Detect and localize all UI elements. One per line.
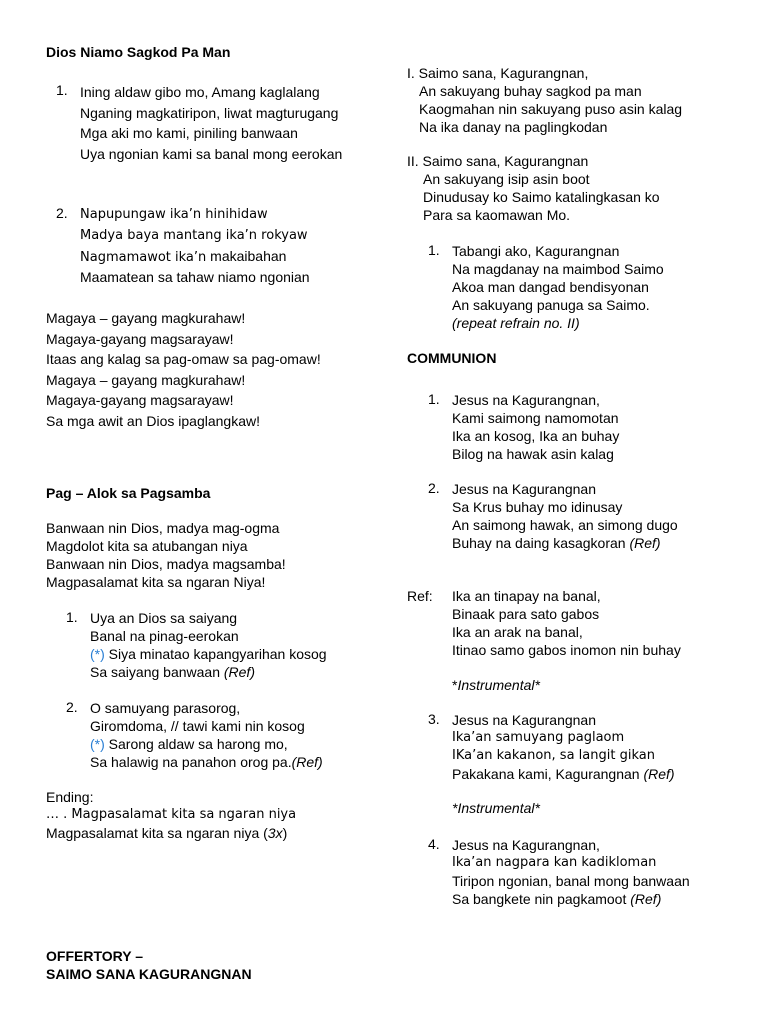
ref-marker: (Ref) (291, 754, 323, 770)
refrain-line: Magaya – gayang magkurahaw! (46, 310, 246, 326)
instrumental-text: Instrumental* (457, 677, 540, 693)
ending-text: Magpasalamat kita sa ngaran niya ( (46, 825, 268, 841)
offertory-label: OFFERTORY – (46, 948, 143, 964)
verse-text: Siya minatao kapangyarihan kosog (104, 646, 327, 662)
refrain-line: Itinao samo gabos inomon nin buhay (452, 642, 681, 658)
verse-number: 1. (428, 242, 440, 258)
ref-marker: (Ref) (643, 766, 675, 782)
offertory-song-title: SAIMO SANA KAGURANGNAN (46, 966, 252, 982)
ending-line: … . Magpasalamat kita sa ngaran niya (46, 807, 297, 822)
verse-line-end: makaibahan (206, 248, 287, 264)
verse-line (452, 765, 675, 783)
verse-line (90, 735, 323, 753)
verse-number: 1. (56, 82, 68, 98)
verse-line: Tabangi ako, Kagurangnan (452, 243, 620, 259)
song2-title: Pag – Alok sa Pagsamba (46, 485, 211, 501)
repeat-note: (repeat refrain no. II) (452, 315, 580, 331)
intro-line: Banwaan nin Dios, madya mag-ogma (46, 520, 280, 536)
verse-number: 2. (428, 480, 440, 496)
verse-line (452, 534, 678, 552)
intro-line: Magpasalamat kita sa ngaran Niya! (46, 574, 266, 590)
verse-text: Sa halawig na panahon orog pa. (90, 754, 292, 770)
refrain-line: Magaya-gayang magsarayaw! (46, 330, 234, 347)
verse-number: 1. (66, 609, 78, 625)
verse-line (90, 663, 327, 681)
stanza-line: Na ika danay na paglingkodan (419, 119, 608, 135)
verse-number: 2. (56, 205, 68, 221)
verse-line: Ika’an nagpara kan kadikloman (452, 855, 657, 870)
ref-marker: (Ref) (629, 535, 661, 551)
verse-line: Kami saimong namomotan (452, 410, 619, 426)
stanza-line: Dinudusay ko Saimo katalingkasan ko (423, 189, 660, 205)
verse-line: An sakuyang panuga sa Saimo. (452, 297, 650, 313)
verse-text: Sarong aldaw sa harong mo, (104, 736, 288, 752)
refrain-label: Ref: (407, 588, 433, 604)
intro-line: Magdolot kita sa atubangan niya (46, 538, 248, 554)
verse-line (80, 246, 310, 267)
verse-line: Bilog na hawak asin kalag (452, 446, 614, 462)
offertory-stanza-1 (407, 64, 682, 136)
verse-line: Ika’an samuyang paglaom (452, 730, 625, 745)
song1-refrain (46, 308, 321, 431)
verse-line: Mga aki mo kami, piniling banwaan (80, 125, 298, 141)
repeat-count: 3x (267, 825, 283, 841)
verse-line: Jesus na Kagurangnan (452, 481, 596, 497)
verse-line (452, 890, 690, 908)
ending-label: Ending: (46, 789, 94, 805)
stanza-line: I. Saimo sana, Kagurangnan, (407, 65, 589, 81)
verse-text: Sa bangkete nin pagkamoot (452, 891, 631, 907)
intro-line: Banwaan nin Dios, madya magsamba! (46, 556, 286, 572)
refrain-line: Ika an arak na banal, (452, 624, 583, 640)
verse-line: Uya ngonian kami sa banal mong eerokan (80, 145, 343, 162)
verse-text: Buhay na daing kasagkoran (452, 535, 630, 551)
communion-title: COMMUNION (407, 350, 497, 366)
verse-line: Napupungaw ika’n hinihidaw (80, 207, 268, 222)
verse-line: Giromdoma, // tawi kami nin kosog (90, 718, 305, 734)
ending-line (46, 824, 296, 842)
instrumental-star: * (452, 677, 458, 693)
ref-marker: (Ref) (630, 891, 662, 907)
verse-line: An saimong hawak, an simong dugo (452, 517, 678, 533)
refrain-line: Magaya-gayang magsarayaw! (46, 392, 234, 408)
refrain-line: Magaya – gayang magkurahaw! (46, 371, 246, 388)
stanza-line: Kaogmahan nin sakuyang puso asin kalag (419, 101, 683, 117)
instrumental-line (452, 676, 540, 694)
song2-intro (46, 519, 286, 591)
verse-text: Sa saiyang banwaan (90, 664, 224, 680)
verse-line: Jesus na Kagurangnan (452, 712, 596, 728)
verse-line: Sa Krus buhay mo idinusay (452, 499, 623, 515)
verse-line: Akoa man dangad bendisyonan (452, 279, 649, 295)
verse-line-start: Nagmamawot ika’n (80, 250, 207, 265)
verse-line: Na magdanay na maimbod Saimo (452, 261, 664, 277)
song1-title: Dios Niamo Sagkod Pa Man (46, 44, 231, 60)
verse-number: 1. (428, 391, 440, 407)
stanza-line: An sakuyang buhay sagkod pa man (419, 83, 642, 99)
verse-line (90, 753, 323, 771)
verse-line: O samuyang parasorog, (90, 700, 241, 716)
stanza-line: An sakuyang isip asin boot (423, 171, 590, 187)
verse-line (90, 645, 327, 663)
verse-line: Jesus na Kagurangnan, (452, 837, 600, 853)
verse-line: Madya baya mantang ika’n rokyaw (80, 227, 308, 243)
song2-ending (46, 788, 296, 842)
ending-close: ) (282, 825, 288, 841)
verse-line: Nganing magkatiripon, liwat magturugang (80, 104, 339, 121)
offertory-heading (46, 947, 252, 983)
verse-line: IKa’an kakanon, sa langit gikan (452, 748, 655, 763)
verse-number: 3. (428, 711, 440, 727)
repeat-marker: (*) (90, 736, 105, 752)
verse-line: Ining aldaw gibo mo, Amang kaglalang (80, 84, 320, 100)
verse-text: Pakakana kami, Kagurangnan (452, 766, 644, 782)
stanza-line: II. Saimo sana, Kagurangnan (407, 153, 589, 169)
verse-number: 4. (428, 836, 440, 852)
instrumental-note-2: *Instrumental* (452, 800, 540, 816)
offertory-stanza-2 (407, 152, 660, 224)
refrain-line: Binaak para sato gabos (452, 606, 600, 622)
instrumental-note-1 (452, 676, 540, 694)
verse-number: 2. (66, 699, 78, 715)
verse-line: Jesus na Kagurangnan, (452, 392, 600, 408)
verse-line: Maamatean sa tahaw niamo ngonian (80, 268, 310, 285)
refrain-line: Ika an tinapay na banal, (452, 588, 601, 604)
verse-line: Uya an Dios sa saiyang (90, 610, 238, 626)
verse-line: Tiripon ngonian, banal mong banwaan (452, 873, 690, 889)
verse-line: Ika an kosog, Ika an buhay (452, 428, 620, 444)
stanza-line: Para sa kaomawan Mo. (423, 207, 571, 223)
ref-marker: (Ref) (223, 664, 255, 680)
refrain-line: Sa mga awit an Dios ipaglangkaw! (46, 412, 261, 429)
repeat-marker: (*) (90, 646, 105, 662)
verse-line: Banal na pinag-eerokan (90, 628, 239, 644)
refrain-line: Itaas ang kalag sa pag-omaw sa pag-omaw! (46, 351, 321, 367)
